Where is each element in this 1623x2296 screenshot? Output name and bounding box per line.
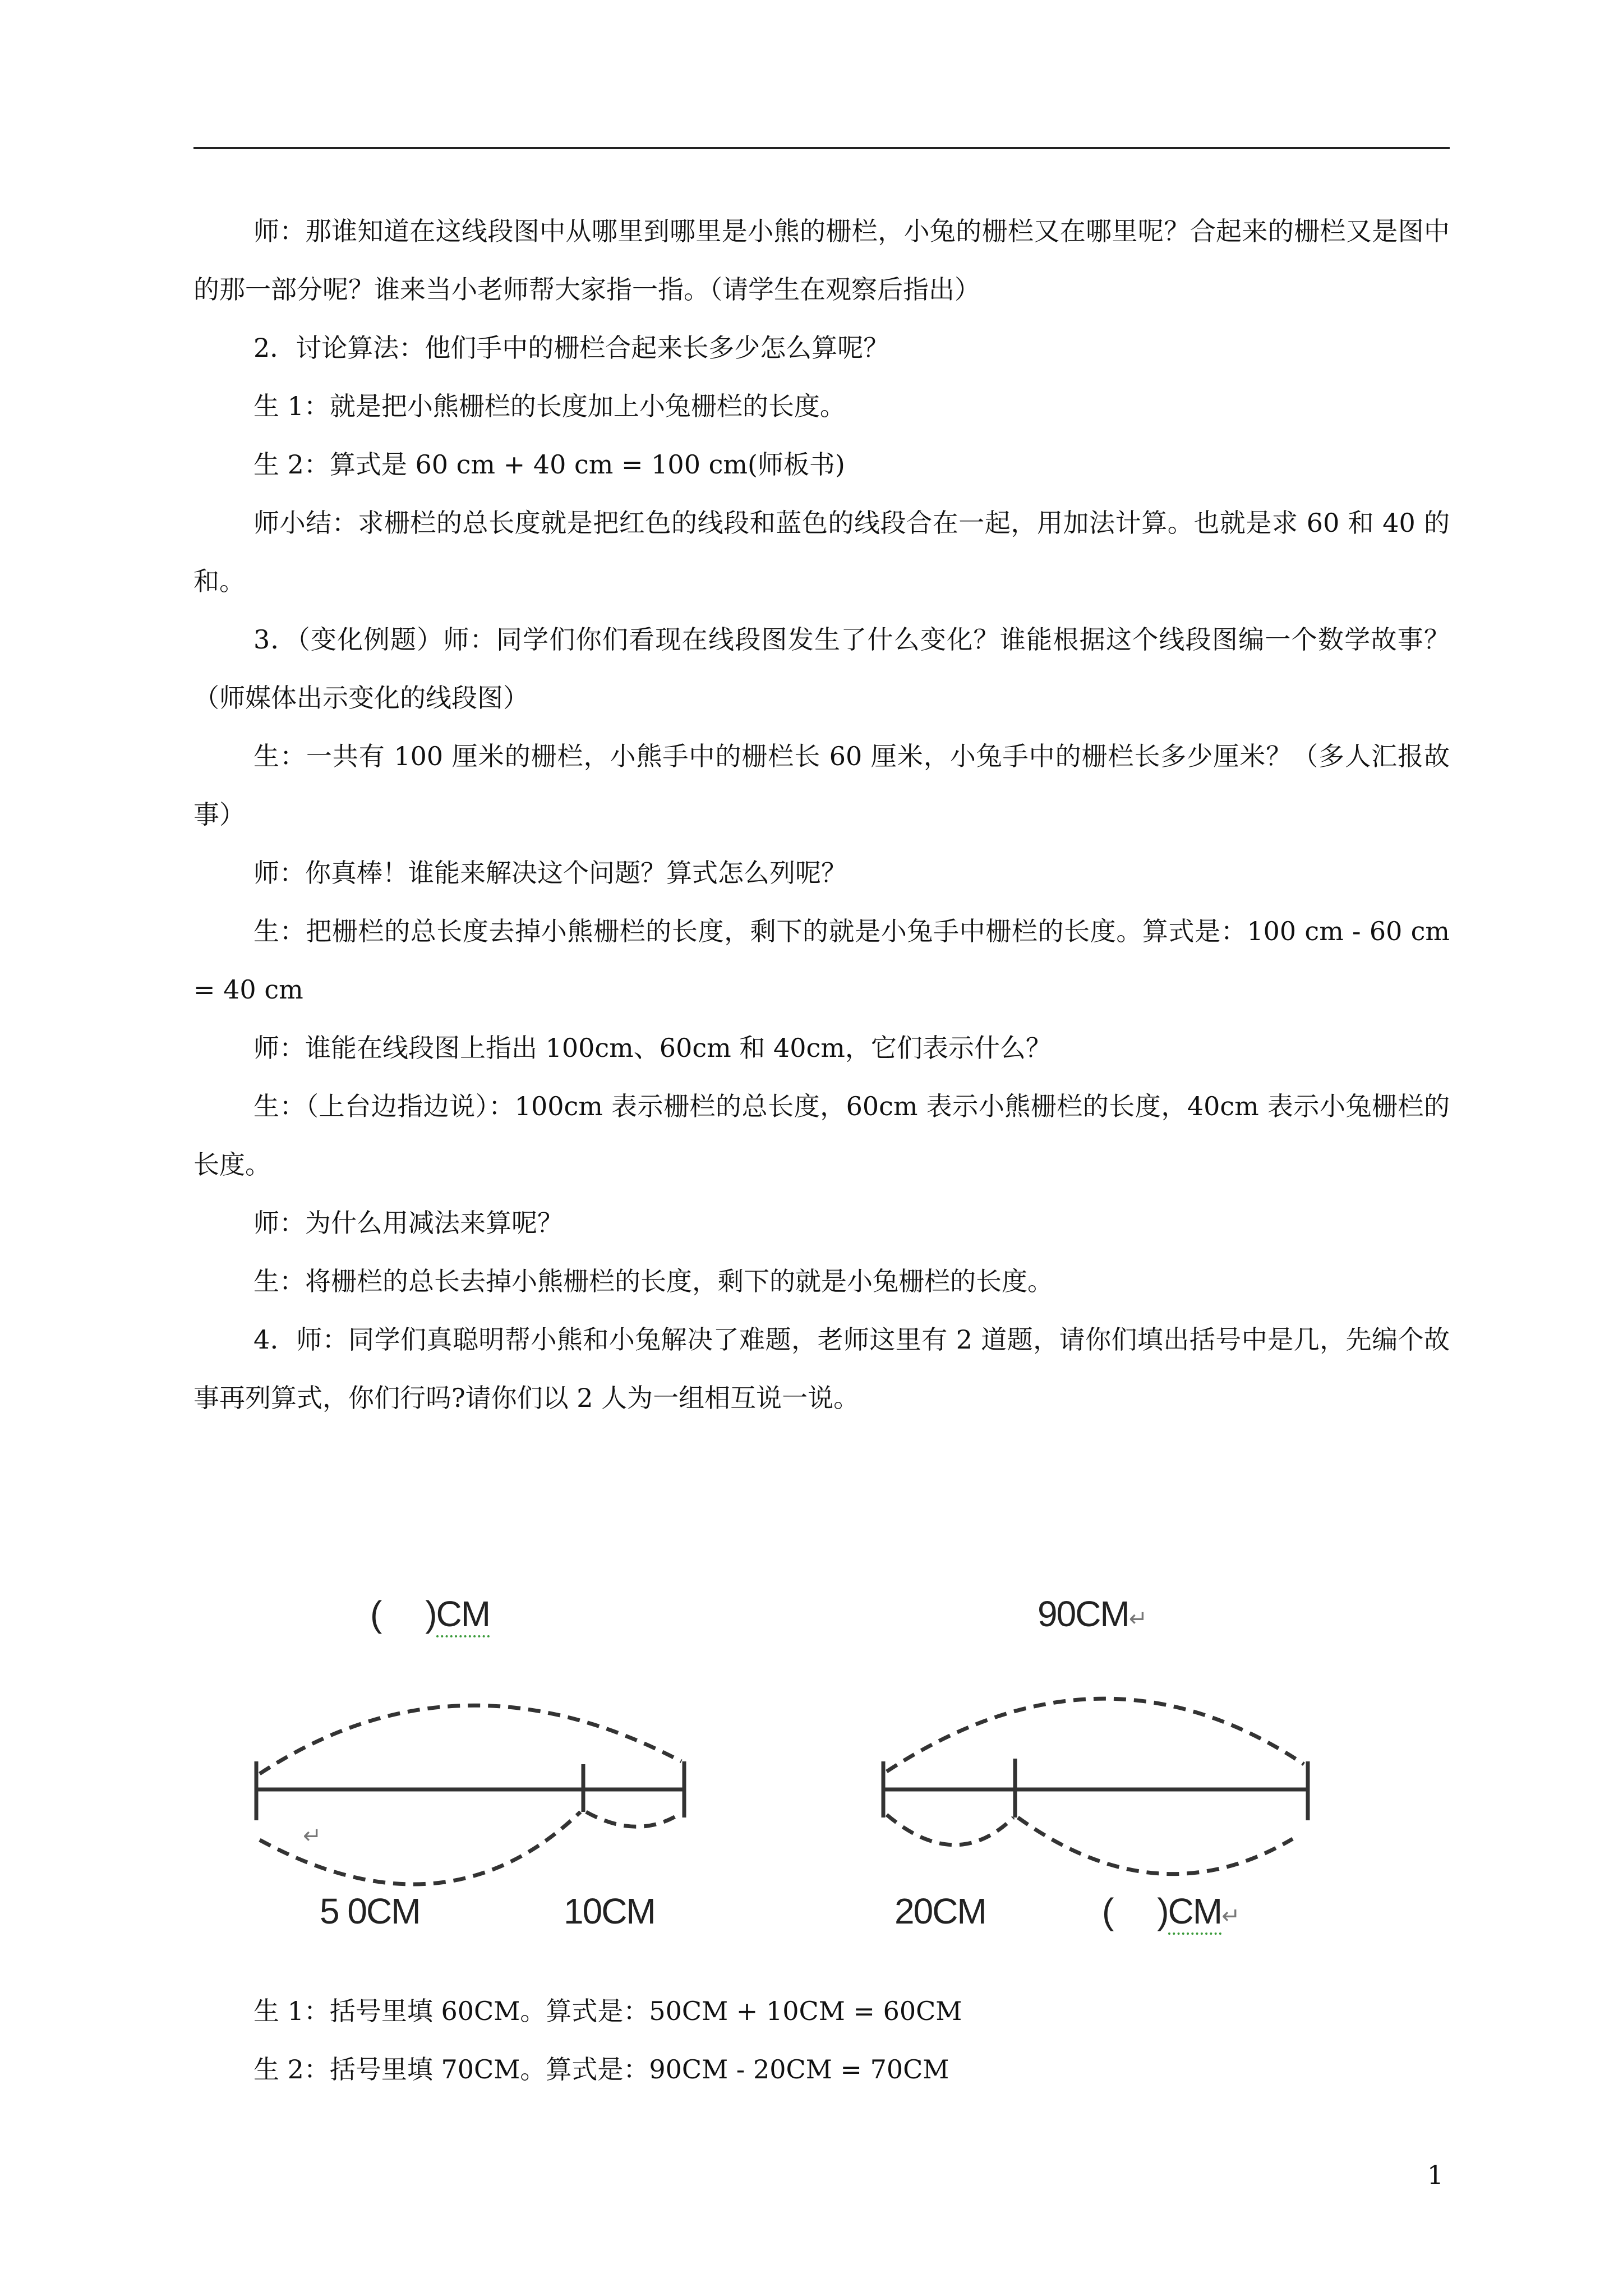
header-rule — [193, 147, 1450, 149]
unit-text: CM — [436, 1594, 490, 1637]
body-text — [193, 202, 1450, 1427]
paragraph: 师：谁能在线段图上指出 100cm、60cm 和 40cm，它们表示什么？ — [253, 1033, 1052, 1063]
paragraph: 生 1：就是把小熊栅栏的长度加上小兔栅栏的长度。 — [253, 391, 846, 421]
answer-line: 生 2：括号里填 70CM。算式是：90CM - 20CM = 70CM — [253, 2054, 949, 2085]
paragraph: 生：一共有 100 厘米的栅栏，小熊手中的栅栏长 60 厘米，小兔手中的栅栏长多少厘米？（多人汇报故事） — [193, 741, 1450, 830]
left-part2-label: 10CM — [564, 1891, 655, 1931]
right-part2-brace — [1018, 1818, 1293, 1874]
left-total-label — [370, 1593, 490, 1635]
right-segment-diagram — [883, 1699, 1308, 1874]
left-part2-brace — [586, 1812, 679, 1826]
right-total-label — [1038, 1593, 1146, 1635]
paragraph: 4．师：同学们真聪明帮小熊和小兔解决了难题，老师这里有 2 道题，请你们填出括号中是几，先编个故事再列算式，你们行吗?请你们以 2 人为一组相互说一说。 — [193, 1324, 1450, 1413]
blank-bracket: ( ) — [1102, 1891, 1168, 1931]
right-part1-brace — [887, 1815, 1013, 1845]
total-value: 90CM — [1038, 1594, 1129, 1634]
paragraph: 师：为什么用减法来算呢？ — [253, 1208, 563, 1238]
left-part1-label: 5 0CM — [320, 1891, 420, 1931]
return-mark: ↵ — [1221, 1904, 1239, 1929]
paragraph: 师小结：求栅栏的总长度就是把红色的线段和蓝色的线段合在一起，用加法计算。也就是求 60 和 40 的和。 — [193, 508, 1450, 596]
paragraph: 师：那谁知道在这线段图中从哪里到哪里是小熊的栅栏，小兔的栅栏又在哪里呢？合起来的栅栏又是图中的那一部分呢？谁来当小老师帮大家指一指。（请学生在观察后指出） — [193, 216, 1450, 305]
paragraph: 3．（变化例题）师：同学们你们看现在线段图发生了什么变化？谁能根据这个线段图编一个数学故事？（师媒体出示变化的线段图） — [193, 624, 1450, 713]
paragraph: 生 2：算式是 60 cm + 40 cm = 100 cm(师板书) — [253, 449, 845, 480]
blank-bracket: ( ) — [370, 1594, 436, 1634]
unit-text: CM — [1168, 1891, 1222, 1935]
right-total-brace — [887, 1699, 1304, 1772]
left-segment-diagram — [256, 1705, 684, 1884]
answer-line: 生 1：括号里填 60CM。算式是：50CM + 10CM = 60CM — [253, 1996, 962, 2026]
right-part1-label: 20CM — [895, 1891, 986, 1931]
paragraph: 生：（上台边指边说）：100cm 表示栅栏的总长度，60cm 表示小熊栅栏的长度，40cm 表示小兔栅栏的长度。 — [193, 1091, 1450, 1180]
line-segment-diagrams — [193, 1576, 1450, 1958]
paragraph: 师：你真棒！谁能来解决这个问题？算式怎么列呢？ — [253, 858, 847, 888]
right-part2-label — [1102, 1890, 1239, 1932]
return-mark: ↵ — [303, 1824, 321, 1848]
paragraph: 生：将栅栏的总长去掉小熊栅栏的长度，剩下的就是小兔栅栏的长度。 — [253, 1266, 1053, 1296]
return-mark: ↵ — [1128, 1607, 1147, 1631]
paragraph: 生：把栅栏的总长度去掉小熊栅栏的长度，剩下的就是小兔手中栅栏的长度。算式是：100 cm - 60 cm = 40 cm — [193, 916, 1450, 1005]
page-number: 1 — [1427, 2160, 1444, 2190]
left-total-brace — [260, 1705, 681, 1774]
answers-block — [193, 1982, 1450, 2099]
paragraph: 2．讨论算法：他们手中的栅栏合起来长多少怎么算呢？ — [253, 333, 889, 363]
